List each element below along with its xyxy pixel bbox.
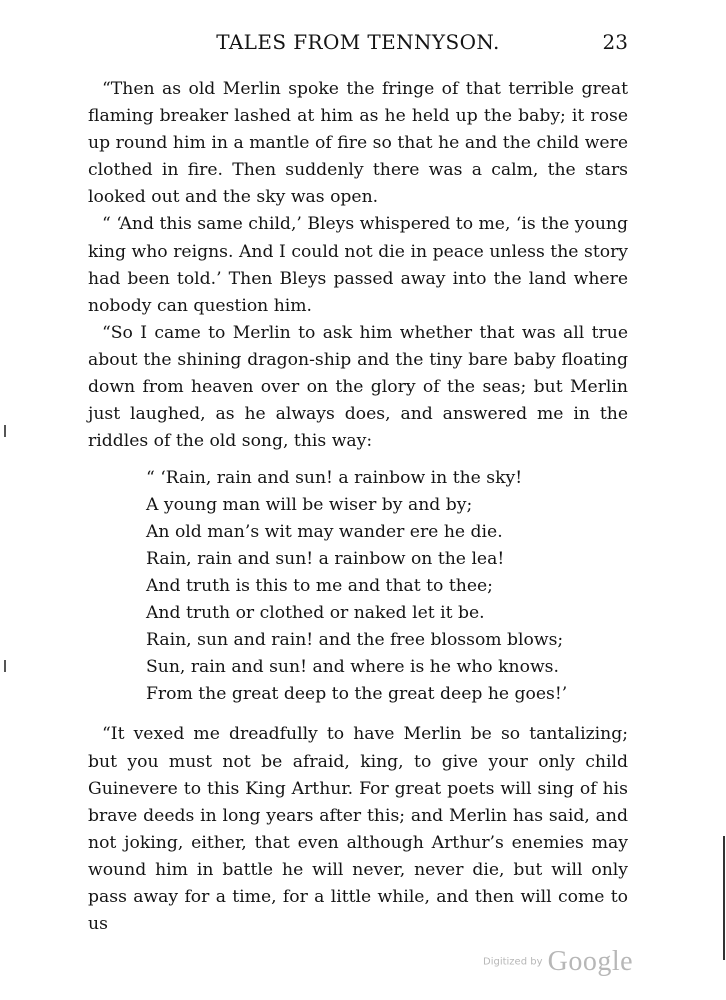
verse-line: An old man’s wit may wander ere he die. [146, 522, 503, 543]
verse-line: Rain, rain and sun! a rainbow on the lea! [146, 549, 505, 570]
digitized-watermark [483, 946, 633, 978]
verse-line: From the great deep to the great deep he goes!’ [146, 683, 568, 704]
verse-line: And truth or clothed or naked let it be. [146, 602, 485, 623]
verse-block [146, 465, 628, 707]
paragraph-merlin-riddle: “So I came to Merlin to ask him whether that was all true about the shining dragon-ship and the tiny bare baby floating down from heaven over on the glory of the seas; but Merlin just laughed, as he always does, and answered me in the riddles of the old song, this way: [88, 322, 628, 452]
digitized-prefix: Digitized by [483, 956, 543, 968]
verse-line: Rain, sun and rain! and the free blossom blows; [146, 629, 564, 650]
google-logo: Google [547, 946, 634, 977]
side-mark-upper [4, 425, 6, 437]
side-mark-lower [4, 660, 6, 672]
paragraph-bleys-whisper: “ ‘And this same child,’ Bleys whispered to me, ‘is the young king who reigns. And I could not die in peace unless the story had been told.’ Then Bleys passed away into the land where nobody can question him. [88, 214, 628, 316]
page-header [88, 30, 628, 60]
verse-line: Sun, rain and sun! and where is he who knows. [146, 656, 559, 677]
verse-line: “ ‘Rain, rain and sun! a rainbow in the sky! [146, 468, 523, 489]
paragraph-merlin-breaker: “Then as old Merlin spoke the fringe of that terrible great flaming breaker lashed at him as he held up the baby; it rose up round him in a mantle of fire so that he and the child were clothed in fire. Then suddenly there was a calm, the stars looked out and the sky was open. [88, 79, 628, 208]
verse-line: A young man will be wiser by and by; [146, 495, 473, 516]
verse-line: And truth is this to me and that to thee; [146, 575, 493, 596]
page-number: 23 [602, 30, 628, 54]
page-edge-line [723, 836, 725, 960]
page-body [88, 76, 628, 938]
paragraph-vexed-merlin: “It vexed me dreadfully to have Merlin be so tantalizing; but you must not be afraid, king, to give your only child Guinevere to this King Arthur. For great poets will sing of his brave deeds in long years after this; and Merlin has said, and not joking, either, that even although Arthur’s enemies may wound him in battle he will never, never die, but will only pass away for a time, for a little while, and then will come to us [88, 724, 628, 935]
running-title: TALES FROM TENNYSON. [216, 30, 500, 54]
